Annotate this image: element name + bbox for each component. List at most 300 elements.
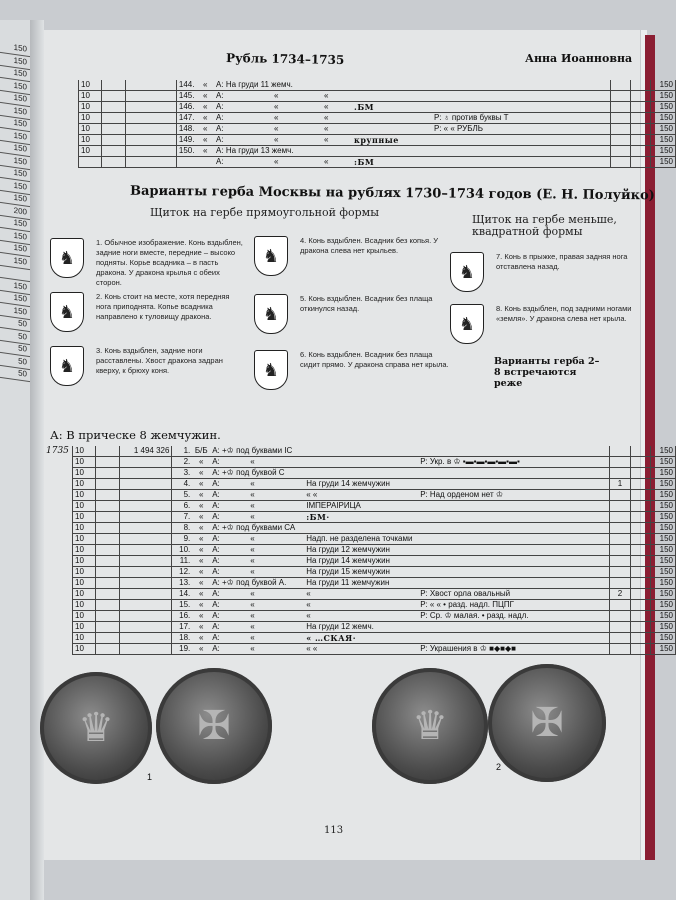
blank-cell — [95, 633, 119, 644]
denomination-cell: 10 — [79, 102, 102, 113]
adjacent-page-edge — [0, 20, 31, 900]
catalog-table-1735 — [72, 446, 676, 655]
mintage-cell — [119, 468, 172, 479]
mintage-cell — [125, 113, 176, 124]
blank-cell — [95, 446, 119, 457]
blank-cell — [101, 91, 125, 102]
description-cell — [210, 501, 609, 512]
rarity-cell — [610, 501, 631, 512]
ditto-mark: « — [324, 157, 329, 166]
ditto-mark: « — [250, 622, 255, 631]
ditto-mark: « — [250, 501, 255, 510]
mintage-cell — [119, 578, 172, 589]
quality-cell: « — [192, 556, 210, 567]
extra-cell — [630, 644, 650, 655]
blank-cell — [95, 644, 119, 655]
mintage-cell — [119, 644, 172, 655]
obverse-text: А: — [212, 457, 220, 466]
obverse-text: А: — [212, 600, 220, 609]
ditto-mark: « — [324, 135, 329, 144]
coin-2-obverse-image: ♛ — [372, 668, 488, 784]
description-cell — [210, 611, 609, 622]
catalog-number-cell: 144. — [176, 80, 196, 91]
price-cell: 150 — [651, 157, 676, 168]
mintage-cell — [125, 102, 176, 113]
rarity-cell — [610, 146, 630, 157]
legend-text: крупные — [354, 135, 399, 145]
moscow-coat-of-arms-icon: ♞ — [50, 238, 84, 278]
extra-cell — [630, 113, 650, 124]
catalog-number-cell: 15. — [172, 600, 192, 611]
mintage-cell — [119, 512, 172, 523]
rarity-cell — [610, 578, 631, 589]
catalog-number-cell: 149. — [176, 135, 196, 146]
table-row — [79, 80, 676, 91]
mintage-cell — [119, 479, 172, 490]
catalog-table-continued — [78, 80, 676, 168]
rarity-cell — [610, 113, 630, 124]
table-row — [79, 124, 676, 135]
obverse-text: А: +♔ под буквами СА — [212, 523, 296, 532]
extra-cell — [630, 91, 650, 102]
ditto-mark: « — [274, 124, 279, 133]
table-row — [73, 457, 676, 468]
adjacent-page-price: 150 — [0, 90, 30, 107]
price-cell: 150 — [651, 611, 676, 622]
price-cell: 150 — [651, 102, 676, 113]
ditto-mark: « — [274, 157, 279, 166]
rarity-cell — [610, 600, 631, 611]
catalog-number-cell: 14. — [172, 589, 192, 600]
moscow-coat-of-arms-icon: ♞ — [50, 346, 84, 386]
ditto-mark: « — [250, 512, 255, 521]
quality-cell: « — [192, 567, 210, 578]
obverse-text: А: — [212, 545, 220, 554]
denomination-cell: 10 — [79, 113, 102, 124]
price-cell: 150 — [651, 512, 676, 523]
extra-cell — [630, 135, 650, 146]
ditto-mark: « — [250, 545, 255, 554]
denomination-cell — [79, 157, 102, 168]
figure-label-1: 1 — [147, 772, 153, 782]
table-row — [73, 534, 676, 545]
extra-cell — [630, 501, 650, 512]
denomination-cell: 10 — [73, 578, 96, 589]
catalog-number-cell: 16. — [172, 611, 192, 622]
rarity-cell — [610, 80, 630, 91]
description-cell — [210, 600, 609, 611]
blank-cell — [95, 545, 119, 556]
moscow-coat-of-arms-icon: ♞ — [254, 294, 288, 334]
rarity-cell — [610, 534, 631, 545]
mintage-cell — [125, 124, 176, 135]
moscow-coat-of-arms-icon: ♞ — [50, 292, 84, 332]
description-cell — [214, 113, 610, 124]
variant-3 — [50, 346, 246, 386]
extra-cell — [630, 578, 650, 589]
denomination-cell: 10 — [73, 490, 96, 501]
moscow-coat-of-arms-icon: ♞ — [254, 350, 288, 390]
table-row — [79, 146, 676, 157]
blank-cell — [101, 135, 125, 146]
blank-cell — [101, 157, 125, 168]
ditto-mark: « — [324, 102, 329, 111]
reverse-text: Р: Ср. ♔ малая. • разд. надл. — [420, 611, 529, 620]
rarity-cell — [610, 567, 631, 578]
obverse-text: А: — [212, 534, 220, 543]
price-cell: 150 — [651, 80, 676, 91]
description-cell — [210, 556, 609, 567]
catalog-number-cell: 145. — [176, 91, 196, 102]
price-cell: 150 — [651, 113, 676, 124]
adjacent-page-price: 150 — [0, 77, 30, 94]
reverse-text: Р: Укр. в ♔ ▪▬▪▬▪▬▪▬▪▬▪ — [420, 457, 520, 466]
extra-cell — [630, 457, 650, 468]
ditto-mark: « — [250, 457, 255, 466]
obverse-text: А: — [216, 113, 224, 122]
price-cell: 150 — [651, 135, 676, 146]
reverse-text: Р: « « • разд. надл. ПЦПГ — [420, 600, 515, 609]
denomination-cell: 10 — [73, 457, 96, 468]
group-heading-rectangular: Щиток на гербе прямоугольной формы — [150, 206, 379, 219]
variant-6 — [254, 350, 450, 390]
quality-cell: « — [192, 523, 210, 534]
rarity-cell: 1 — [610, 479, 631, 490]
ditto-mark: « — [250, 479, 255, 488]
ditto-mark: « — [324, 124, 329, 133]
mintage-cell — [119, 457, 172, 468]
rarity-cell — [610, 622, 631, 633]
obverse-detail: На груди 12 жемч. — [306, 622, 374, 631]
table-row — [73, 446, 676, 457]
price-cell: 150 — [651, 124, 676, 135]
mintage-cell — [125, 135, 176, 146]
ditto-mark: « — [250, 556, 255, 565]
blank-cell — [101, 113, 125, 124]
rarity-cell — [610, 611, 631, 622]
price-cell: 150 — [651, 91, 676, 102]
extra-cell — [630, 512, 650, 523]
quality-cell: « — [196, 135, 214, 146]
catalog-number-cell: 6. — [172, 501, 192, 512]
table-row — [79, 157, 676, 168]
ditto-mark: « — [274, 91, 279, 100]
extra-cell — [630, 622, 650, 633]
rarity-cell — [610, 468, 631, 479]
mintage-cell — [119, 567, 172, 578]
blank-cell — [95, 501, 119, 512]
adjacent-page-price: 50 — [0, 352, 30, 369]
obverse-text: А: — [216, 91, 224, 100]
quality-cell: « — [192, 468, 210, 479]
description-cell — [210, 534, 609, 545]
adjacent-page-price: 150 — [0, 227, 30, 244]
mintage-cell: 1 494 326 — [119, 446, 172, 457]
mintage-cell — [119, 534, 172, 545]
catalog-number-cell: 1. — [172, 446, 192, 457]
mintage-cell — [119, 622, 172, 633]
adjacent-page-price: 150 — [0, 252, 30, 269]
description-cell — [210, 479, 609, 490]
rarity-cell — [610, 157, 630, 168]
price-cell: 150 — [651, 523, 676, 534]
denomination-cell: 10 — [79, 146, 102, 157]
table-row — [73, 611, 676, 622]
group-heading-square: Щиток на гербе меньше, квадратной формы — [472, 213, 617, 238]
denomination-cell: 10 — [79, 124, 102, 135]
quality-cell: « — [192, 589, 210, 600]
extra-cell — [630, 468, 650, 479]
description-cell — [214, 124, 610, 135]
description-cell — [214, 135, 610, 146]
mintage-cell — [119, 589, 172, 600]
ditto-mark: « — [250, 534, 255, 543]
extra-cell — [630, 545, 650, 556]
obverse-text: А: — [216, 124, 224, 133]
obverse-detail: « — [306, 611, 311, 620]
catalog-number-cell: 146. — [176, 102, 196, 113]
obverse-detail: :БМ· — [306, 512, 330, 522]
variant-8 — [450, 304, 636, 344]
catalog-number-cell: 150. — [176, 146, 196, 157]
extra-cell — [630, 446, 650, 457]
ditto-mark: « — [250, 611, 255, 620]
obverse-detail: « — [306, 589, 311, 598]
description-cell — [214, 157, 610, 168]
denomination-cell: 10 — [73, 446, 96, 457]
adjacent-page-price: 50 — [0, 340, 30, 357]
mintage-cell — [119, 523, 172, 534]
description-cell — [210, 468, 609, 479]
description-cell — [214, 102, 610, 113]
rarity-cell — [610, 633, 631, 644]
catalog-number-cell: 147. — [176, 113, 196, 124]
extra-cell — [630, 556, 650, 567]
moscow-coat-of-arms-icon: ♞ — [254, 236, 288, 276]
variant-description: 2. Конь стоит на месте, хотя передняя нога приподнята. Копье всадника направлено к туловищу дракона. — [96, 292, 230, 321]
adjacent-page-price: 150 — [0, 115, 30, 132]
reverse-text: Р: « « РУБЛЬ — [434, 124, 483, 133]
table-row — [73, 501, 676, 512]
table-row — [73, 644, 676, 655]
legend-text: .БМ — [354, 102, 375, 112]
catalog-number-cell: 2. — [172, 457, 192, 468]
mintage-cell — [119, 501, 172, 512]
description-cell — [210, 578, 609, 589]
denomination-cell: 10 — [73, 479, 96, 490]
book-gutter — [30, 20, 44, 900]
table-row — [79, 91, 676, 102]
obverse-detail: « …СКАЯ· — [306, 633, 357, 643]
mintage-cell — [125, 157, 176, 168]
figure-label-2: 2 — [496, 762, 502, 772]
price-cell: 150 — [651, 633, 676, 644]
catalog-number-cell: 7. — [172, 512, 192, 523]
adjacent-page-price: 50 — [0, 315, 30, 332]
mintage-cell — [119, 600, 172, 611]
variant-description: 3. Конь вздыблен, задние ноги расставлены. Хвост дракона задран кверху, к брюху коня. — [96, 346, 223, 375]
table-row — [73, 589, 676, 600]
denomination-cell: 10 — [73, 611, 96, 622]
adjacent-page-price: 150 — [0, 240, 30, 257]
adjacent-page-price: 150 — [0, 52, 30, 69]
rarity-cell — [610, 124, 630, 135]
quality-cell: « — [196, 80, 214, 91]
description-cell — [210, 512, 609, 523]
obverse-text: А: На груди 11 жемч. — [216, 80, 293, 89]
description-cell — [210, 567, 609, 578]
extra-cell — [630, 146, 650, 157]
adjacent-page-price: 150 — [0, 290, 30, 307]
adjacent-page-price: 150 — [0, 40, 30, 57]
catalog-number-cell: 4. — [172, 479, 192, 490]
table-row — [73, 578, 676, 589]
adjacent-page-price: 200 — [0, 202, 30, 219]
table-row — [79, 113, 676, 124]
denomination-cell: 10 — [79, 80, 102, 91]
denomination-cell: 10 — [73, 534, 96, 545]
quality-cell: « — [192, 501, 210, 512]
extra-cell — [630, 611, 650, 622]
description-cell — [210, 523, 609, 534]
adjacent-page-price: 150 — [0, 190, 30, 207]
adjacent-page-price: 50 — [0, 327, 30, 344]
adjacent-page-price: 150 — [0, 302, 30, 319]
ditto-mark: « — [274, 102, 279, 111]
price-cell: 150 — [651, 622, 676, 633]
price-cell: 150 — [651, 567, 676, 578]
description-cell — [210, 644, 609, 655]
obverse-detail: Надп. не разделена точками — [306, 534, 413, 543]
adjacent-page-price: 150 — [0, 140, 30, 157]
reverse-text: Р: Украшения в ♔ ■◆■◆■ — [420, 644, 516, 653]
table-row — [73, 556, 676, 567]
table-row — [73, 512, 676, 523]
blank-cell — [95, 611, 119, 622]
ditto-mark: « — [250, 644, 255, 653]
quality-cell — [196, 157, 214, 168]
obverse-text: А: +♔ под буквами IC — [212, 446, 293, 455]
blank-cell — [95, 556, 119, 567]
quality-cell: « — [192, 644, 210, 655]
catalog-number-cell: 3. — [172, 468, 192, 479]
obverse-text: А: — [212, 644, 220, 653]
price-cell: 150 — [651, 545, 676, 556]
variant-description: 7. Конь в прыжке, правая задняя нога отставлена назад. — [496, 252, 628, 271]
extra-cell — [630, 479, 650, 490]
extra-cell — [630, 534, 650, 545]
description-cell — [210, 457, 609, 468]
denomination-cell: 10 — [79, 135, 102, 146]
obverse-detail: На груди 12 жемчужин — [306, 545, 390, 554]
mintage-cell — [119, 633, 172, 644]
price-cell: 150 — [651, 501, 676, 512]
quality-cell: « — [192, 512, 210, 523]
denomination-cell: 10 — [73, 523, 96, 534]
quality-cell: « — [192, 600, 210, 611]
quality-cell: « — [192, 611, 210, 622]
denomination-cell: 10 — [73, 556, 96, 567]
obverse-detail: На груди 14 жемчужин — [306, 479, 390, 488]
quality-cell: « — [192, 534, 210, 545]
blank-cell — [95, 523, 119, 534]
ditto-mark: « — [274, 135, 279, 144]
blank-cell — [101, 124, 125, 135]
rarity-cell — [610, 556, 631, 567]
rarity-note: Варианты герба 2–8 встречаются реже — [494, 356, 600, 389]
mintage-cell — [119, 545, 172, 556]
table-row — [73, 468, 676, 479]
catalog-number-cell: 13. — [172, 578, 192, 589]
ditto-mark: « — [324, 91, 329, 100]
variant-description: 1. Обычное изображение. Конь вздыблен, задние ноги вместе, передние – высоко подняты. Корье всадника – в пасть дракона. У дракона крылья с обеих сторон. — [96, 238, 243, 287]
price-cell: 150 — [651, 479, 676, 490]
price-cell: 150 — [651, 534, 676, 545]
legend-text: :БМ — [354, 157, 375, 167]
obverse-text: А: — [212, 622, 220, 631]
extra-cell — [630, 490, 650, 501]
table-row — [73, 523, 676, 534]
catalog-number-cell: 17. — [172, 622, 192, 633]
running-head-ruler: Анна Иоанновна — [525, 52, 633, 65]
rarity-cell — [610, 545, 631, 556]
description-cell — [210, 545, 609, 556]
ditto-mark: « — [250, 600, 255, 609]
quality-cell: « — [192, 622, 210, 633]
quality-cell: « — [196, 91, 214, 102]
quality-cell: « — [192, 457, 210, 468]
catalog-number-cell: 5. — [172, 490, 192, 501]
table-row — [73, 600, 676, 611]
ditto-mark: « — [274, 113, 279, 122]
obverse-detail: На груди 15 жемчужин — [306, 567, 390, 576]
ditto-mark: « — [324, 113, 329, 122]
variant-2 — [50, 292, 246, 332]
denomination-cell: 10 — [73, 600, 96, 611]
obverse-text: А: — [212, 633, 220, 642]
obverse-text: А: — [212, 556, 220, 565]
denomination-cell: 10 — [73, 589, 96, 600]
adjacent-page-price: 150 — [0, 215, 30, 232]
obverse-text: А: — [212, 479, 220, 488]
blank-cell — [95, 578, 119, 589]
description-cell — [210, 589, 609, 600]
obverse-text: А: — [212, 567, 220, 576]
moscow-coat-of-arms-icon: ♞ — [450, 252, 484, 292]
blank-cell — [95, 490, 119, 501]
denomination-cell: 10 — [73, 622, 96, 633]
subsection-heading: А: В прическе 8 жемчужин. — [50, 428, 221, 442]
variant-description: 4. Конь вздыблен. Всадник без копья. У дракона слева нет крыльев. — [300, 236, 439, 255]
year-label: 1735 — [46, 446, 69, 456]
variant-5 — [254, 294, 450, 334]
obverse-text: А: — [216, 135, 224, 144]
table-row — [73, 567, 676, 578]
reverse-text: Р: Хвост орла овальный — [420, 589, 511, 598]
quality-cell: « — [196, 113, 214, 124]
obverse-detail: « « — [306, 490, 318, 499]
price-cell: 150 — [651, 589, 676, 600]
obverse-detail: « — [306, 600, 311, 609]
description-cell — [210, 490, 609, 501]
extra-cell — [630, 589, 650, 600]
rarity-cell — [610, 135, 630, 146]
reverse-text: Р: ♁ против буквы Т — [434, 113, 509, 122]
obverse-detail: ІМПЕРАІРИЦА — [306, 501, 361, 510]
rarity-cell — [610, 457, 631, 468]
page-number: 113 — [324, 825, 344, 836]
obverse-text: А: — [212, 512, 220, 521]
